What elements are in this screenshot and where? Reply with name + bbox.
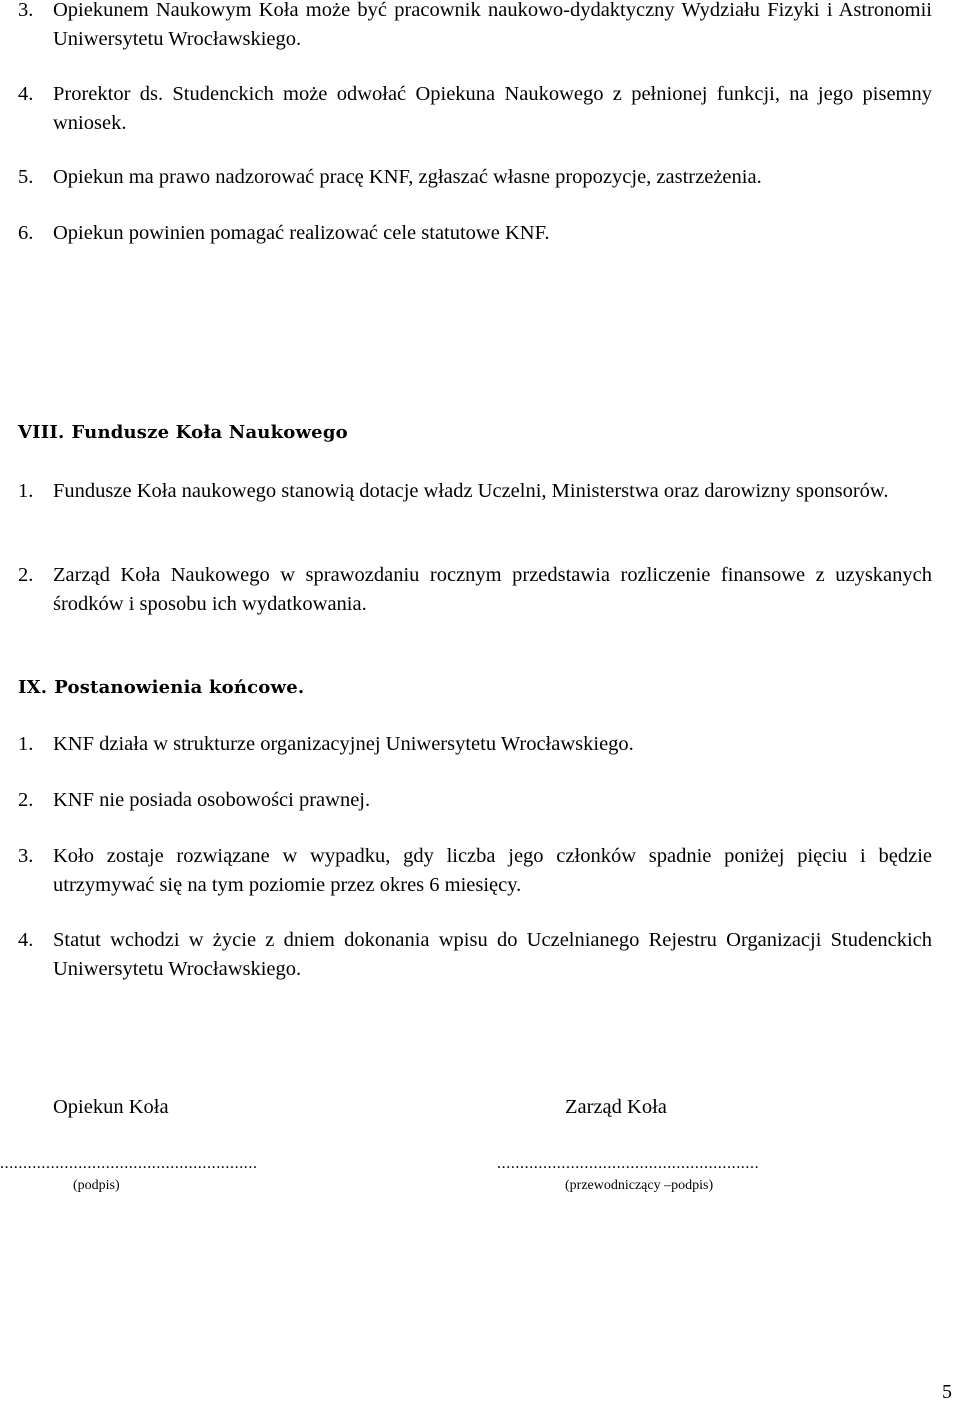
signature-label-board: Zarząd Koła bbox=[565, 1096, 667, 1118]
signature-caption-supervisor: (podpis) bbox=[73, 1178, 120, 1193]
item-text: Zarząd Koła Naukowego w sprawozdaniu rocznym przedstawia rozliczenie finansowe z uzyskanych środków i sposobu ich wydatkowania. bbox=[53, 564, 932, 615]
item-text: Statut wchodzi w życie z dniem dokonania wpisu do Uczelnianego Rejestru Organizacji Studenckich Uniwersytetu Wrocławskiego. bbox=[53, 929, 932, 980]
item-number: 4. bbox=[18, 83, 34, 105]
list-item bbox=[18, 842, 932, 899]
section-number: IX. bbox=[18, 677, 48, 698]
section-number: VIII. bbox=[18, 422, 65, 443]
item-text: Fundusze Koła naukowego stanowią dotacje władz Uczelni, Ministerstwa oraz darowizny sponsorów. bbox=[53, 480, 889, 502]
item-number: 5. bbox=[18, 166, 34, 188]
signature-caption-board: (przewodniczący –podpis) bbox=[565, 1178, 714, 1193]
list-item bbox=[18, 219, 932, 248]
list-item bbox=[18, 0, 932, 53]
list-item bbox=[18, 786, 932, 815]
section-title: Fundusze Koła Naukowego bbox=[71, 422, 348, 443]
item-text: Opiekun ma prawo nadzorować pracę KNF, zgłaszać własne propozycje, zastrzeżenia. bbox=[53, 166, 762, 188]
list-item bbox=[18, 163, 932, 192]
list-item bbox=[18, 561, 932, 618]
item-number: 6. bbox=[18, 222, 34, 244]
item-text: KNF działa w strukturze organizacyjnej Uniwersytetu Wrocławskiego. bbox=[53, 733, 634, 755]
page-number: 5 bbox=[942, 1381, 952, 1403]
list-item bbox=[18, 80, 932, 137]
list-item bbox=[18, 730, 932, 759]
section-title: Postanowienia końcowe. bbox=[54, 677, 305, 698]
signature-label-supervisor: Opiekun Koła bbox=[53, 1096, 169, 1118]
item-text: Opiekun powinien pomagać realizować cele statutowe KNF. bbox=[53, 222, 550, 244]
item-number: 2. bbox=[18, 789, 34, 811]
section-heading bbox=[18, 676, 304, 700]
section-heading bbox=[18, 421, 348, 445]
item-number: 1. bbox=[18, 733, 34, 755]
item-number: 3. bbox=[18, 845, 34, 867]
list-item bbox=[18, 477, 932, 506]
item-number: 4. bbox=[18, 929, 34, 951]
item-text: Opiekunem Naukowym Koła może być pracownik naukowo-dydaktyczny Wydziału Fizyki i Astronomii Uniwersytetu Wrocławskiego. bbox=[53, 0, 932, 50]
item-text: KNF nie posiada osobowości prawnej. bbox=[53, 789, 371, 811]
item-text: Koło zostaje rozwiązane w wypadku, gdy liczba jego członków spadnie poniżej pięciu i będzie utrzymywać się na tym poziomie przez okres 6 miesięcy. bbox=[53, 845, 932, 896]
item-number: 1. bbox=[18, 480, 34, 502]
signature-line-board: ......................................................... bbox=[497, 1155, 760, 1172]
signature-line-supervisor: ........................................................ bbox=[0, 1155, 258, 1172]
item-number: 3. bbox=[18, 0, 34, 21]
item-number: 2. bbox=[18, 564, 34, 586]
item-text: Prorektor ds. Studenckich może odwołać Opiekuna Naukowego z pełnionej funkcji, na jego pisemny wniosek. bbox=[53, 83, 932, 134]
list-item bbox=[18, 926, 932, 983]
